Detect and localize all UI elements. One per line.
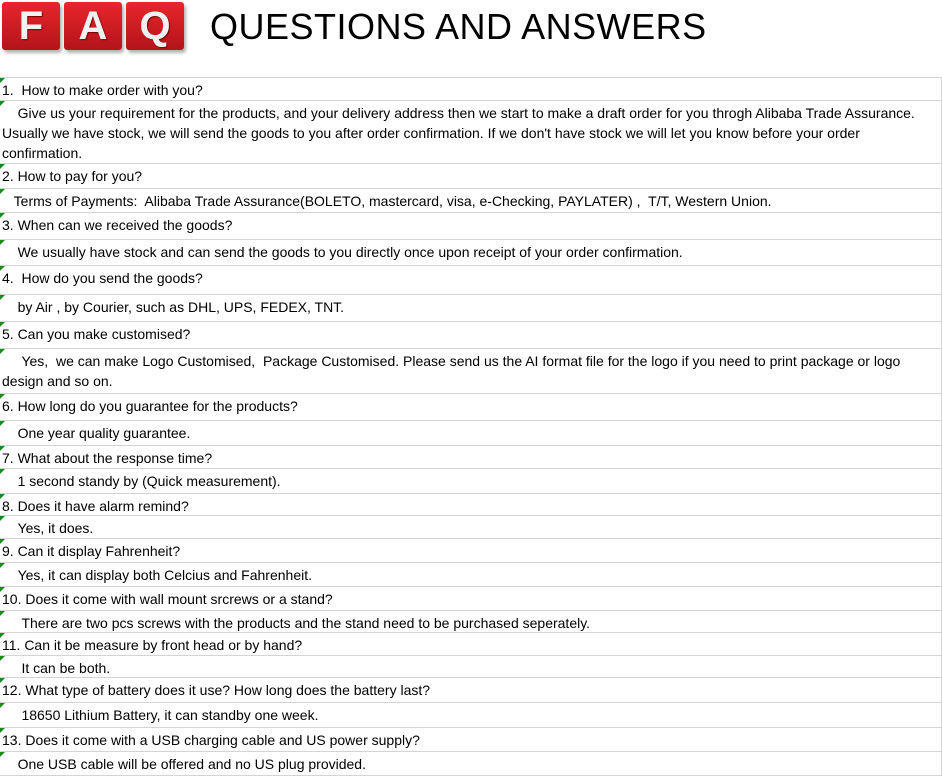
faq-question: 3. When can we received the goods?	[0, 213, 942, 240]
faq-answer: 18650 Lithium Battery, it can standby one week.	[0, 703, 942, 728]
faq-question: 7. What about the response time?	[0, 446, 942, 469]
faq-answer: Yes, it does.	[0, 516, 942, 539]
faq-question: 4. How do you send the goods?	[0, 266, 942, 295]
faq-question: 12. What type of battery does it use? How long does the battery last?	[0, 678, 942, 703]
faq-answer: One year quality guarantee.	[0, 421, 942, 446]
faq-answer: Terms of Payments: Alibaba Trade Assurance(BOLETO, mastercard, visa, e-Checking, PAYLATER) , T/T, Western Union.	[0, 189, 942, 213]
faq-answer: Yes, we can make Logo Customised, Package Customised. Please send us the AI format file for the logo if you need to print package or logo design and so on.	[0, 349, 942, 394]
faq-question: 8. Does it have alarm remind?	[0, 494, 942, 516]
page-title: QUESTIONS AND ANSWERS	[210, 6, 707, 47]
faq-answer: Give us your requirement for the products, and your delivery address then we start to make a draft order for you throgh Alibaba Trade Assurance. Usually we have stock, we will send the goods to you after order confirmation. If we don't have stock we will let you know before your order confirmation.	[0, 101, 942, 164]
faq-answer: There are two pcs screws with the products and the stand need to be purchased seperately.	[0, 611, 942, 633]
faq-question: 13. Does it come with a USB charging cable and US power supply?	[0, 728, 942, 752]
logo-cube-a: A	[64, 2, 122, 50]
faq-answer: One USB cable will be offered and no US plug provided.	[0, 752, 942, 776]
faq-table	[0, 78, 942, 776]
faq-answer: It can be both.	[0, 656, 942, 678]
faq-answer: Yes, it can display both Celcius and Fahrenheit.	[0, 563, 942, 587]
faq-question: 9. Can it display Fahrenheit?	[0, 539, 942, 563]
faq-question: 11. Can it be measure by front head or by hand?	[0, 633, 942, 656]
faq-question: 6. How long do you guarantee for the products?	[0, 394, 942, 421]
logo-cube-f: F	[2, 2, 60, 50]
faq-answer: We usually have stock and can send the goods to you directly once upon receipt of your order confirmation.	[0, 240, 942, 266]
faq-question: 2. How to pay for you?	[0, 164, 942, 189]
faq-question: 10. Does it come with wall mount srcrews or a stand?	[0, 587, 942, 611]
header	[0, 0, 942, 78]
faq-answer: 1 second standy by (Quick measurement).	[0, 469, 942, 494]
faq-logo	[2, 2, 184, 50]
faq-question: 1. How to make order with you?	[0, 78, 942, 101]
logo-cube-q: Q	[126, 2, 184, 50]
faq-answer: by Air , by Courier, such as DHL, UPS, FEDEX, TNT.	[0, 295, 942, 322]
faq-question: 5. Can you make customised?	[0, 322, 942, 349]
